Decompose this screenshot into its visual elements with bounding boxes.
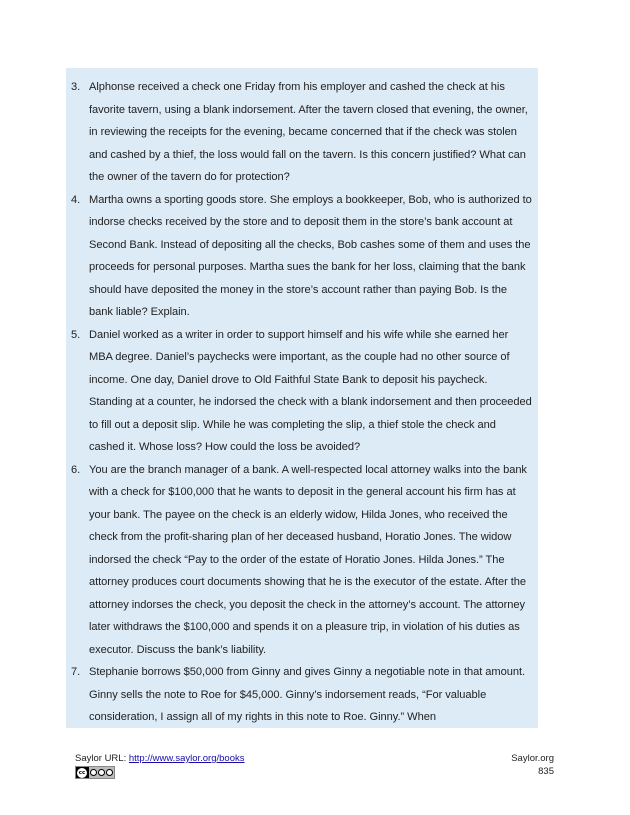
list-item — [66, 459, 538, 662]
list-item — [66, 324, 538, 459]
question-text: Alphonse received a check one Friday from his employer and cashed the check at his favorite tavern, using a blank indorsement. After the tavern closed that evening, the owner, in reviewing the receipts for the evening, became concerned that if the check was stolen and cashed by a thief, the loss would fall on the tavern. Is this concern justified? What can the owner of the tavern do for protection? — [89, 81, 528, 183]
license-terms-icons — [89, 767, 114, 778]
list-item — [66, 76, 538, 189]
cc-logo-icon: cc — [78, 769, 86, 776]
question-number: 7. — [71, 666, 81, 678]
footer-source — [75, 752, 245, 765]
question-text: Daniel worked as a writer in order to support himself and his wife while she earned her MBA degree. Daniel’s paychecks were important, as the couple had no other source of income. One day, Daniel drove to Old Faithful State Bank to deposit his paycheck. Standing at a counter, he indorsed the check with a blank indorsement and then proceeded to fill out a deposit slip. While he was completing the slip, a thief stole the check and cashed it. Whose loss? How could the loss be avoided? — [89, 328, 532, 453]
list-item — [66, 189, 538, 324]
by-icon — [90, 769, 97, 776]
question-number: 6. — [71, 463, 81, 476]
footer-url-link[interactable]: http://www.saylor.org/books — [128, 753, 245, 764]
footer-page-info — [511, 752, 554, 778]
question-number: 3. — [71, 81, 81, 93]
question-list — [66, 76, 538, 729]
nc-icon — [98, 769, 105, 776]
question-text: You are the branch manager of a bank. A well-respected local attorney walks into the bank with a check for $100,000 that he wants to deposit in the general account his firm has at your bank. The payee on the check is an elderly widow, Hilda Jones, who received the check from the profit-sharing plan of her deceased husband, Horatio Jones. The widow indorsed the check “Pay to the order of the estate of Horatio Jones. Hilda Jones.” The attorney produces court documents showing that he is the executor of the estate. After the attorney indorses the check, you deposit the check in the attorney’s account. The attorney later withdraws the $100,000 and spends it on a pleasure trip, in violation of his duties as executor. Discuss the bank’s liability. — [89, 463, 527, 656]
question-number: 4. — [71, 193, 81, 206]
sa-icon — [106, 769, 113, 776]
creative-commons-license-icon[interactable] — [75, 766, 115, 779]
question-text: Stephanie borrows $50,000 from Ginny and gives Ginny a negotiable note in that amount. Ginny sells the note to Roe for $45,000. Ginny’s indorsement reads, “For valuable consideration, I assign all of my rights in this note to Roe. Ginny.” When — [89, 666, 526, 723]
footer-url-label: Saylor URL: — [75, 753, 127, 764]
list-item — [66, 661, 538, 729]
question-number: 5. — [71, 328, 81, 341]
question-text: Martha owns a sporting goods store. She employs a bookkeeper, Bob, who is authorized to indorse checks received by the store and to deposit them in the store’s bank account at Second Bank. Instead of depositing all the checks, Bob cashes some of them and uses the proceeds for personal purposes. Martha sues the bank for her loss, claiming that the bank should have deposited the money in the store’s account rather than paying Bob. Is the bank liable? Explain. — [89, 193, 532, 318]
page-number: 835 — [538, 766, 554, 777]
footer-site: Saylor.org — [511, 753, 554, 764]
